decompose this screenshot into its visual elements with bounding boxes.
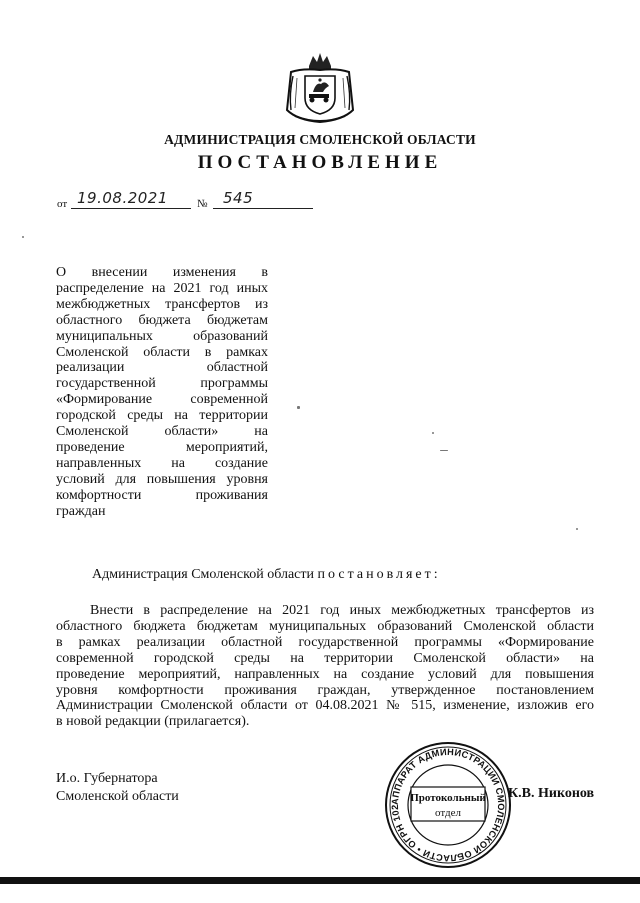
registration-number: 545 — [223, 189, 254, 207]
title-line: условий для повышения уровня — [56, 471, 268, 487]
title-line: «Формирование современной — [56, 392, 268, 408]
title-line: государственной программы — [56, 376, 268, 392]
scan-speck — [22, 236, 24, 238]
coat-of-arms-icon — [283, 50, 357, 126]
stamp-ring-text: АППАРАТ АДМИНИСТРАЦИИ СМОЛЕНСКОЙ ОБЛАСТИ • ОГРН 102 — [389, 746, 507, 864]
preamble — [92, 567, 441, 583]
body-line: Внести в распределение на 2021 год иных межбюджетных трансфертов из — [90, 603, 594, 618]
official-stamp — [383, 740, 513, 870]
scan-edge-bar — [0, 877, 640, 884]
resolution-body — [56, 603, 594, 730]
date-underline — [71, 207, 191, 209]
body-line: в новой редакции (прилагается). — [56, 714, 250, 730]
scan-speck — [440, 450, 448, 451]
title-line: Смоленской области в рамках — [56, 344, 268, 360]
date-prefix: от — [57, 198, 68, 210]
body-line: уровня комфортности проживания граждан, утвержденное постановлением — [56, 682, 594, 698]
registration-line — [57, 189, 327, 214]
signer-role-line: Смоленской области — [56, 789, 179, 804]
preamble-verb: постановляет: — [317, 567, 441, 582]
document-type-title: ПОСТАНОВЛЕНИЕ — [197, 152, 443, 173]
number-underline — [213, 207, 313, 209]
title-line: распределение на 2021 год иных — [56, 280, 268, 296]
body-line: в рамках реализации областной государственной программы «Формирование — [56, 634, 594, 650]
title-line: межбюджетных трансфертов из — [56, 296, 268, 312]
document-title-block — [56, 265, 268, 520]
scan-speck — [576, 528, 578, 530]
title-line: направленных на создание — [56, 455, 268, 471]
number-prefix: № — [197, 198, 208, 210]
title-line: областного бюджета бюджетам — [56, 312, 268, 328]
title-line: комфортности проживания — [56, 487, 268, 503]
scan-speck — [432, 432, 434, 434]
title-line: проведение мероприятий, — [56, 439, 268, 455]
title-line: реализации областной — [56, 360, 268, 376]
signer-role-line: И.о. Губернатора — [56, 771, 158, 786]
body-line: современной городской среды на территории Смоленской области» на — [56, 650, 594, 666]
title-line: Смоленской области» на — [56, 424, 268, 440]
stamp-center-line: отдел — [435, 807, 461, 819]
organization-name: АДМИНИСТРАЦИЯ СМОЛЕНСКОЙ ОБЛАСТИ — [164, 132, 476, 147]
preamble-text: Администрация Смоленской области — [92, 567, 315, 582]
body-line: областного бюджета бюджетам муниципальных образований Смоленской области — [56, 618, 594, 634]
body-line: Администрации Смоленской области от 04.08.2021 № 515, изменение, изложив его — [56, 698, 594, 714]
title-line: городской среды на территории — [56, 408, 268, 424]
title-line: граждан — [56, 503, 106, 519]
scan-speck — [297, 406, 300, 409]
signer-role — [56, 770, 179, 806]
signer-name: К.В. Никонов — [508, 786, 595, 801]
title-line: О внесении изменения в — [56, 265, 268, 280]
registration-date: 19.08.2021 — [77, 189, 168, 207]
title-line: муниципальных образований — [56, 328, 268, 344]
stamp-center-line: Протокольный — [410, 792, 486, 804]
body-line: проведение мероприятий, направленных на создание условий для повышения — [56, 666, 594, 682]
